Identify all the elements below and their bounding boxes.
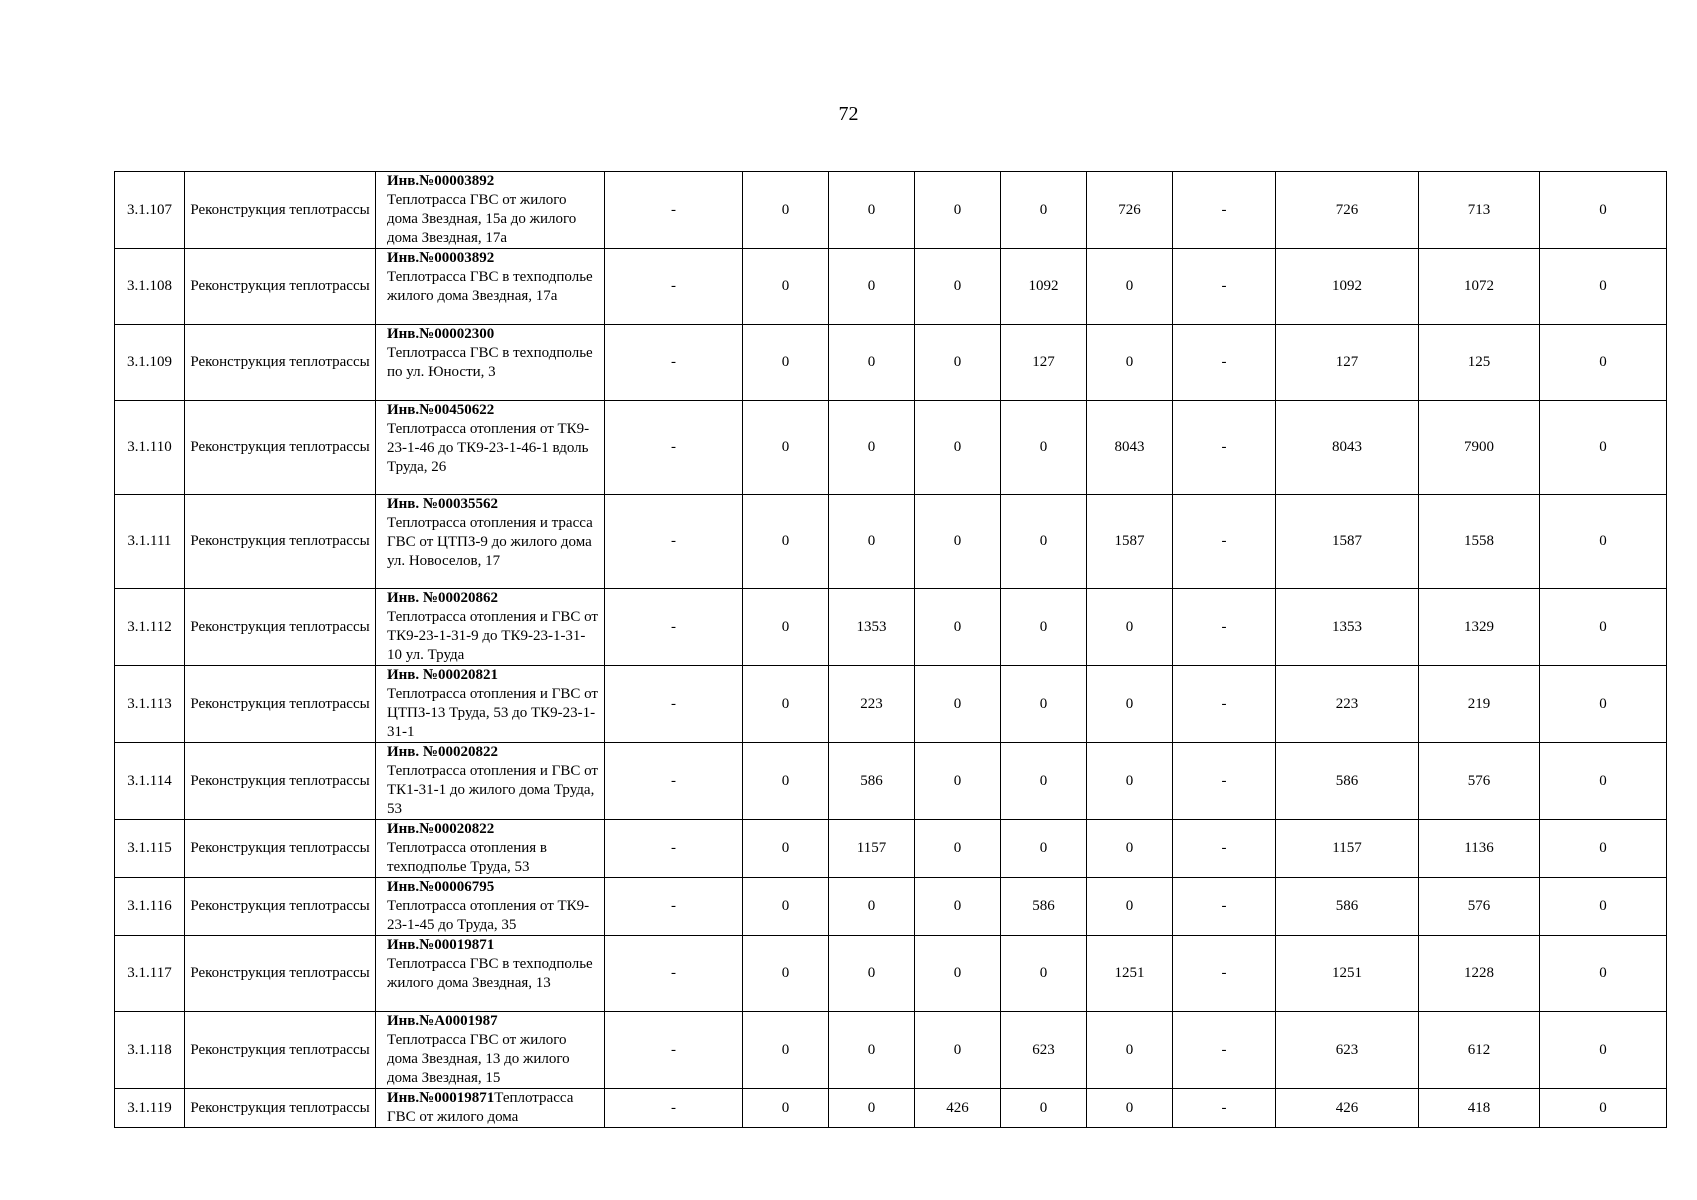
value-cell: - xyxy=(605,401,743,495)
inventory-number: Инв.№00019871 xyxy=(387,1090,495,1106)
value-cell: 0 xyxy=(1001,589,1087,666)
work-type-cell: Реконструкция теплотрассы xyxy=(185,1012,376,1089)
value-cell: - xyxy=(605,1012,743,1089)
value-cell: - xyxy=(1173,1089,1276,1128)
work-type-cell: Реконструкция теплотрассы xyxy=(185,495,376,589)
value-cell: 0 xyxy=(1087,878,1173,936)
value-cell: 0 xyxy=(1540,1089,1667,1128)
work-type-cell: Реконструкция теплотрассы xyxy=(185,666,376,743)
value-cell: 576 xyxy=(1419,743,1540,820)
object-description: Теплотрасса отопления и ГВС от ТК1-31-1 до жилого дома Труда, 53 xyxy=(387,763,598,817)
value-cell: 0 xyxy=(1540,820,1667,878)
object-description-cell xyxy=(376,401,605,495)
value-cell: 0 xyxy=(915,401,1001,495)
value-cell: 0 xyxy=(1540,743,1667,820)
value-cell: 0 xyxy=(1087,1012,1173,1089)
value-cell: - xyxy=(1173,820,1276,878)
value-cell: - xyxy=(605,249,743,325)
value-cell: 0 xyxy=(915,878,1001,936)
value-cell: 0 xyxy=(915,495,1001,589)
value-cell: - xyxy=(605,589,743,666)
value-cell: 0 xyxy=(829,1012,915,1089)
value-cell: 0 xyxy=(1001,401,1087,495)
value-cell: - xyxy=(1173,1012,1276,1089)
value-cell: - xyxy=(605,1089,743,1128)
page-number: 72 xyxy=(838,103,859,125)
object-description-cell xyxy=(376,1012,605,1089)
object-description: Теплотрасса ГВС в техподполье по ул. Юности, 3 xyxy=(387,345,593,380)
value-cell: 8043 xyxy=(1087,401,1173,495)
table-row xyxy=(115,820,1667,878)
value-cell: 586 xyxy=(829,743,915,820)
value-cell: 8043 xyxy=(1276,401,1419,495)
work-type-cell: Реконструкция теплотрассы xyxy=(185,325,376,401)
inventory-number: Инв. №00035562 xyxy=(387,496,498,512)
table-row xyxy=(115,401,1667,495)
object-description-cell xyxy=(376,495,605,589)
value-cell: 0 xyxy=(829,1089,915,1128)
value-cell: - xyxy=(605,878,743,936)
value-cell: 726 xyxy=(1276,172,1419,249)
value-cell: - xyxy=(1173,878,1276,936)
value-cell: 1329 xyxy=(1419,589,1540,666)
value-cell: 1587 xyxy=(1276,495,1419,589)
object-description-cell xyxy=(376,936,605,1012)
row-number-cell: 3.1.108 xyxy=(115,249,185,325)
object-description: Теплотрасса ГВС в техподполье жилого дома Звездная, 13 xyxy=(387,956,593,991)
value-cell: - xyxy=(1173,249,1276,325)
value-cell: 1157 xyxy=(829,820,915,878)
row-number-cell: 3.1.117 xyxy=(115,936,185,1012)
object-description: Теплотрасса отопления от ТК9-23-1-46 до ТК9-23-1-46-1 вдоль Труда, 26 xyxy=(387,421,590,475)
value-cell: 418 xyxy=(1419,1089,1540,1128)
row-number-cell: 3.1.116 xyxy=(115,878,185,936)
value-cell: 223 xyxy=(829,666,915,743)
object-description: Теплотрасса ГВС от жилого дома Звездная, 15а до жилого дома Звездная, 17а xyxy=(387,192,577,246)
table-row xyxy=(115,1012,1667,1089)
value-cell: 0 xyxy=(1540,172,1667,249)
object-description-cell xyxy=(376,172,605,249)
inventory-number: Инв.№00019871 xyxy=(387,937,495,953)
value-cell: 0 xyxy=(829,172,915,249)
object-description: Теплотрасса отопления и ГВС от ТК9-23-1-31-9 до ТК9-23-1-31-10 ул. Труда xyxy=(387,609,598,663)
value-cell: 0 xyxy=(743,878,829,936)
inventory-number: Инв.№00006795 xyxy=(387,879,495,895)
value-cell: 1092 xyxy=(1001,249,1087,325)
value-cell: 1092 xyxy=(1276,249,1419,325)
value-cell: - xyxy=(1173,495,1276,589)
value-cell: 0 xyxy=(1540,325,1667,401)
value-cell: 0 xyxy=(915,936,1001,1012)
value-cell: 623 xyxy=(1001,1012,1087,1089)
value-cell: 1136 xyxy=(1419,820,1540,878)
row-number-cell: 3.1.107 xyxy=(115,172,185,249)
value-cell: 1228 xyxy=(1419,936,1540,1012)
inventory-number: Инв.№00002300 xyxy=(387,326,495,342)
value-cell: 0 xyxy=(1087,1089,1173,1128)
value-cell: 0 xyxy=(1540,1012,1667,1089)
inventory-number: Инв. №00020822 xyxy=(387,744,498,760)
value-cell: 726 xyxy=(1087,172,1173,249)
inventory-number: Инв.№00020822 xyxy=(387,821,495,837)
table-row xyxy=(115,172,1667,249)
object-description-cell xyxy=(376,325,605,401)
value-cell: 0 xyxy=(1540,666,1667,743)
value-cell: 0 xyxy=(1087,249,1173,325)
value-cell: 0 xyxy=(1540,936,1667,1012)
value-cell: - xyxy=(1173,325,1276,401)
row-number-cell: 3.1.119 xyxy=(115,1089,185,1128)
work-type-cell: Реконструкция теплотрассы xyxy=(185,743,376,820)
object-description: Теплотрасса ГВС от жилого дома Звездная, 13 до жилого дома Звездная, 15 xyxy=(387,1032,570,1086)
value-cell: 623 xyxy=(1276,1012,1419,1089)
value-cell: 0 xyxy=(743,936,829,1012)
value-cell: - xyxy=(605,172,743,249)
value-cell: 426 xyxy=(1276,1089,1419,1128)
value-cell: 0 xyxy=(1001,666,1087,743)
value-cell: 0 xyxy=(829,878,915,936)
row-number-cell: 3.1.118 xyxy=(115,1012,185,1089)
value-cell: 0 xyxy=(1001,1089,1087,1128)
value-cell: - xyxy=(1173,936,1276,1012)
table-row xyxy=(115,495,1667,589)
value-cell: - xyxy=(605,936,743,1012)
work-type-cell: Реконструкция теплотрассы xyxy=(185,401,376,495)
inventory-number: Инв. №00020821 xyxy=(387,667,498,683)
value-cell: 612 xyxy=(1419,1012,1540,1089)
value-cell: 713 xyxy=(1419,172,1540,249)
work-type-cell: Реконструкция теплотрассы xyxy=(185,172,376,249)
table-row xyxy=(115,666,1667,743)
value-cell: 1251 xyxy=(1087,936,1173,1012)
object-description-cell xyxy=(376,820,605,878)
value-cell: 586 xyxy=(1001,878,1087,936)
inventory-number: Инв.№00003892 xyxy=(387,250,495,266)
value-cell: 0 xyxy=(829,936,915,1012)
value-cell: 1157 xyxy=(1276,820,1419,878)
value-cell: 0 xyxy=(829,495,915,589)
value-cell: 125 xyxy=(1419,325,1540,401)
value-cell: - xyxy=(1173,172,1276,249)
table-row xyxy=(115,743,1667,820)
value-cell: - xyxy=(1173,666,1276,743)
row-number-cell: 3.1.114 xyxy=(115,743,185,820)
value-cell: 0 xyxy=(915,172,1001,249)
value-cell: 0 xyxy=(1540,249,1667,325)
value-cell: 0 xyxy=(743,495,829,589)
value-cell: 219 xyxy=(1419,666,1540,743)
object-description: Теплотрасса ГВС в техподполье жилого дома Звездная, 17а xyxy=(387,269,593,304)
value-cell: 0 xyxy=(915,743,1001,820)
value-cell: 1353 xyxy=(1276,589,1419,666)
value-cell: - xyxy=(1173,401,1276,495)
value-cell: 0 xyxy=(743,589,829,666)
object-description: Теплотрасса отопления от ТК9-23-1-45 до Труда, 35 xyxy=(387,898,590,933)
value-cell: 0 xyxy=(915,1012,1001,1089)
value-cell: 0 xyxy=(1540,589,1667,666)
value-cell: 0 xyxy=(829,401,915,495)
value-cell: 0 xyxy=(743,1089,829,1128)
value-cell: 223 xyxy=(1276,666,1419,743)
value-cell: 1072 xyxy=(1419,249,1540,325)
object-description: Теплотрасса отопления и трасса ГВС от ЦТПЗ-9 до жилого дома ул. Новоселов, 17 xyxy=(387,515,593,569)
value-cell: 0 xyxy=(1087,743,1173,820)
value-cell: - xyxy=(605,820,743,878)
value-cell: 0 xyxy=(1087,820,1173,878)
work-type-cell: Реконструкция теплотрассы xyxy=(185,936,376,1012)
row-number-cell: 3.1.110 xyxy=(115,401,185,495)
table-row xyxy=(115,1089,1667,1128)
inventory-number: Инв. №00020862 xyxy=(387,590,498,606)
value-cell: 0 xyxy=(1087,589,1173,666)
value-cell: 1251 xyxy=(1276,936,1419,1012)
value-cell: 586 xyxy=(1276,743,1419,820)
value-cell: 426 xyxy=(915,1089,1001,1128)
value-cell: 0 xyxy=(1001,172,1087,249)
value-cell: - xyxy=(1173,743,1276,820)
work-type-cell: Реконструкция теплотрассы xyxy=(185,1089,376,1128)
object-description-cell xyxy=(376,1089,605,1128)
value-cell: 0 xyxy=(743,820,829,878)
value-cell: 0 xyxy=(915,325,1001,401)
table-row xyxy=(115,325,1667,401)
value-cell: 0 xyxy=(1001,820,1087,878)
value-cell: - xyxy=(605,325,743,401)
value-cell: 0 xyxy=(1540,878,1667,936)
table-row xyxy=(115,878,1667,936)
value-cell: 1558 xyxy=(1419,495,1540,589)
value-cell: 0 xyxy=(915,589,1001,666)
row-number-cell: 3.1.109 xyxy=(115,325,185,401)
value-cell: - xyxy=(605,666,743,743)
value-cell: 0 xyxy=(743,743,829,820)
value-cell: 127 xyxy=(1001,325,1087,401)
object-description-cell xyxy=(376,666,605,743)
value-cell: 0 xyxy=(743,1012,829,1089)
object-description: Теплотрасса ГВС от жилого дома xyxy=(387,1090,574,1125)
object-description: Теплотрасса отопления в техподполье Труда, 53 xyxy=(387,840,547,875)
row-number-cell: 3.1.111 xyxy=(115,495,185,589)
object-description-cell xyxy=(376,878,605,936)
inventory-number: Инв.№А0001987 xyxy=(387,1013,498,1029)
value-cell: 0 xyxy=(915,666,1001,743)
value-cell: 0 xyxy=(743,401,829,495)
object-description-cell xyxy=(376,743,605,820)
value-cell: 0 xyxy=(743,666,829,743)
object-description: Теплотрасса отопления и ГВС от ЦТПЗ-13 Труда, 53 до ТК9-23-1-31-1 xyxy=(387,686,598,740)
value-cell: 7900 xyxy=(1419,401,1540,495)
table-row xyxy=(115,936,1667,1012)
value-cell: 0 xyxy=(1540,495,1667,589)
value-cell: 0 xyxy=(1087,325,1173,401)
work-type-cell: Реконструкция теплотрассы xyxy=(185,878,376,936)
value-cell: - xyxy=(1173,589,1276,666)
value-cell: 0 xyxy=(829,249,915,325)
work-type-cell: Реконструкция теплотрассы xyxy=(185,249,376,325)
object-description-cell xyxy=(376,589,605,666)
table-row xyxy=(115,589,1667,666)
row-number-cell: 3.1.113 xyxy=(115,666,185,743)
row-number-cell: 3.1.115 xyxy=(115,820,185,878)
value-cell: 127 xyxy=(1276,325,1419,401)
inventory-number: Инв.№00003892 xyxy=(387,173,495,189)
value-cell: 576 xyxy=(1419,878,1540,936)
work-type-cell: Реконструкция теплотрассы xyxy=(185,820,376,878)
object-description-cell xyxy=(376,249,605,325)
value-cell: - xyxy=(605,495,743,589)
value-cell: 0 xyxy=(1001,936,1087,1012)
value-cell: 0 xyxy=(829,325,915,401)
value-cell: 1587 xyxy=(1087,495,1173,589)
value-cell: 1353 xyxy=(829,589,915,666)
value-cell: 0 xyxy=(743,325,829,401)
work-type-cell: Реконструкция теплотрассы xyxy=(185,589,376,666)
value-cell: - xyxy=(605,743,743,820)
value-cell: 0 xyxy=(1001,495,1087,589)
investment-works-table xyxy=(114,171,1667,1128)
inventory-number: Инв.№00450622 xyxy=(387,402,495,418)
table-body xyxy=(115,172,1667,1128)
value-cell: 0 xyxy=(915,820,1001,878)
value-cell: 0 xyxy=(1001,743,1087,820)
value-cell: 0 xyxy=(915,249,1001,325)
value-cell: 586 xyxy=(1276,878,1419,936)
table-row xyxy=(115,249,1667,325)
value-cell: 0 xyxy=(1087,666,1173,743)
row-number-cell: 3.1.112 xyxy=(115,589,185,666)
value-cell: 0 xyxy=(743,172,829,249)
value-cell: 0 xyxy=(1540,401,1667,495)
value-cell: 0 xyxy=(743,249,829,325)
